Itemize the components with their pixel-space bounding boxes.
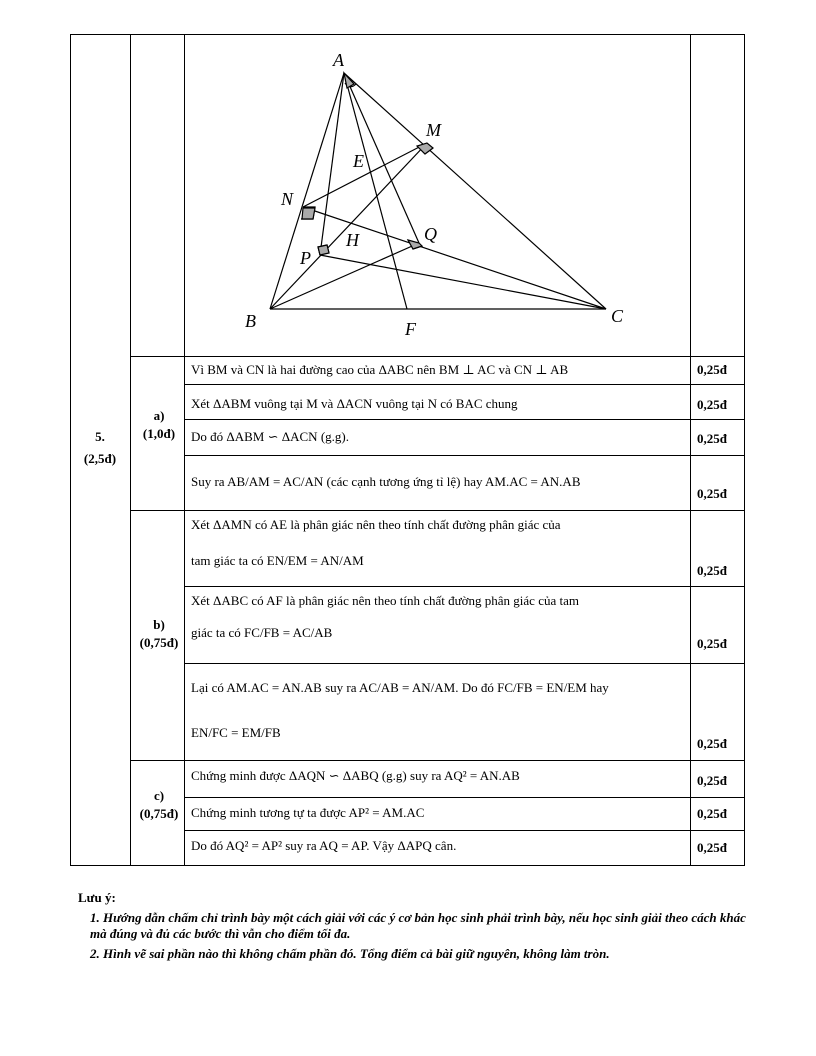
row-text: Chứng minh tương tự ta được AP² = AM.AC bbox=[191, 805, 425, 820]
row-text-line2: giác ta có FC/FB = AC/AB bbox=[191, 625, 333, 640]
label-E: E bbox=[353, 151, 364, 171]
row-score: 0,25đ bbox=[697, 397, 727, 412]
row-text-line1: Xét ΔABC có AF là phân giác nên theo tính chất đường phân giác của tam bbox=[191, 593, 579, 608]
label-N: N bbox=[281, 189, 294, 209]
geometry-figure bbox=[185, 35, 690, 356]
label-P: P bbox=[300, 248, 311, 268]
notes-section bbox=[78, 890, 750, 962]
row-score: 0,25đ bbox=[697, 636, 727, 651]
part-b-label: b) (0,75đ) bbox=[139, 617, 179, 650]
row-score: 0,25đ bbox=[697, 431, 727, 446]
label-M: M bbox=[426, 120, 441, 140]
notes-title: Lưu ý: bbox=[78, 890, 116, 905]
part-c-label: c) (0,75đ) bbox=[139, 788, 179, 821]
row-score: 0,25đ bbox=[697, 362, 727, 377]
note-item: 2. Hình vẽ sai phần nào thì không chấm phần đó. Tổng điểm cả bài giữ nguyên, không làm tròn. bbox=[90, 946, 610, 961]
row-text-line1: Xét ΔAMN có AE là phân giác nên theo tính chất đường phân giác của bbox=[191, 517, 561, 532]
row-score: 0,25đ bbox=[697, 486, 727, 501]
label-Q: Q bbox=[424, 224, 437, 244]
question-number: 5. (2,5đ) bbox=[83, 429, 117, 466]
row-text-line2: tam giác ta có EN/EM = AN/AM bbox=[191, 553, 364, 568]
row-score: 0,25đ bbox=[697, 840, 727, 855]
label-H: H bbox=[346, 230, 359, 250]
row-text-line1: Lại có AM.AC = AN.AB suy ra AC/AB = AN/AM. Do đó FC/FB = EN/EM hay bbox=[191, 680, 609, 695]
row-score: 0,25đ bbox=[697, 773, 727, 788]
label-B: B bbox=[245, 311, 256, 331]
row-score: 0,25đ bbox=[697, 806, 727, 821]
row-text-line2: EN/FC = EM/FB bbox=[191, 725, 281, 740]
label-A: A bbox=[333, 50, 344, 70]
label-C: C bbox=[611, 306, 624, 326]
row-text: Chứng minh được ΔAQN ∽ ΔABQ (g.g) suy ra AQ² = AN.AB bbox=[191, 768, 520, 783]
part-a-label: a) (1,0đ) bbox=[142, 408, 176, 441]
row-text: Do đó ΔABM ∽ ΔACN (g.g). bbox=[191, 429, 349, 444]
label-F: F bbox=[405, 319, 416, 339]
row-text: Do đó AQ² = AP² suy ra AQ = AP. Vậy ΔAPQ cân. bbox=[191, 838, 457, 853]
row-text: Xét ΔABM vuông tại M và ΔACN vuông tại N có BAC chung bbox=[191, 396, 518, 411]
row-text: Suy ra AB/AM = AC/AN (các cạnh tương ứng tỉ lệ) hay AM.AC = AN.AB bbox=[191, 474, 581, 489]
row-score: 0,25đ bbox=[697, 736, 727, 751]
row-score: 0,25đ bbox=[697, 563, 727, 578]
row-text: Vì BM và CN là hai đường cao của ΔABC nên BM ⊥ AC và CN ⊥ AB bbox=[191, 362, 569, 377]
note-item: 1. Hướng dẫn chấm chỉ trình bày một cách giải với các ý cơ bản học sinh phải trình bày, nếu học sinh giải theo cách khác mà đúng và đủ các bước thì vẫn cho điểm tối đa. bbox=[90, 910, 746, 941]
